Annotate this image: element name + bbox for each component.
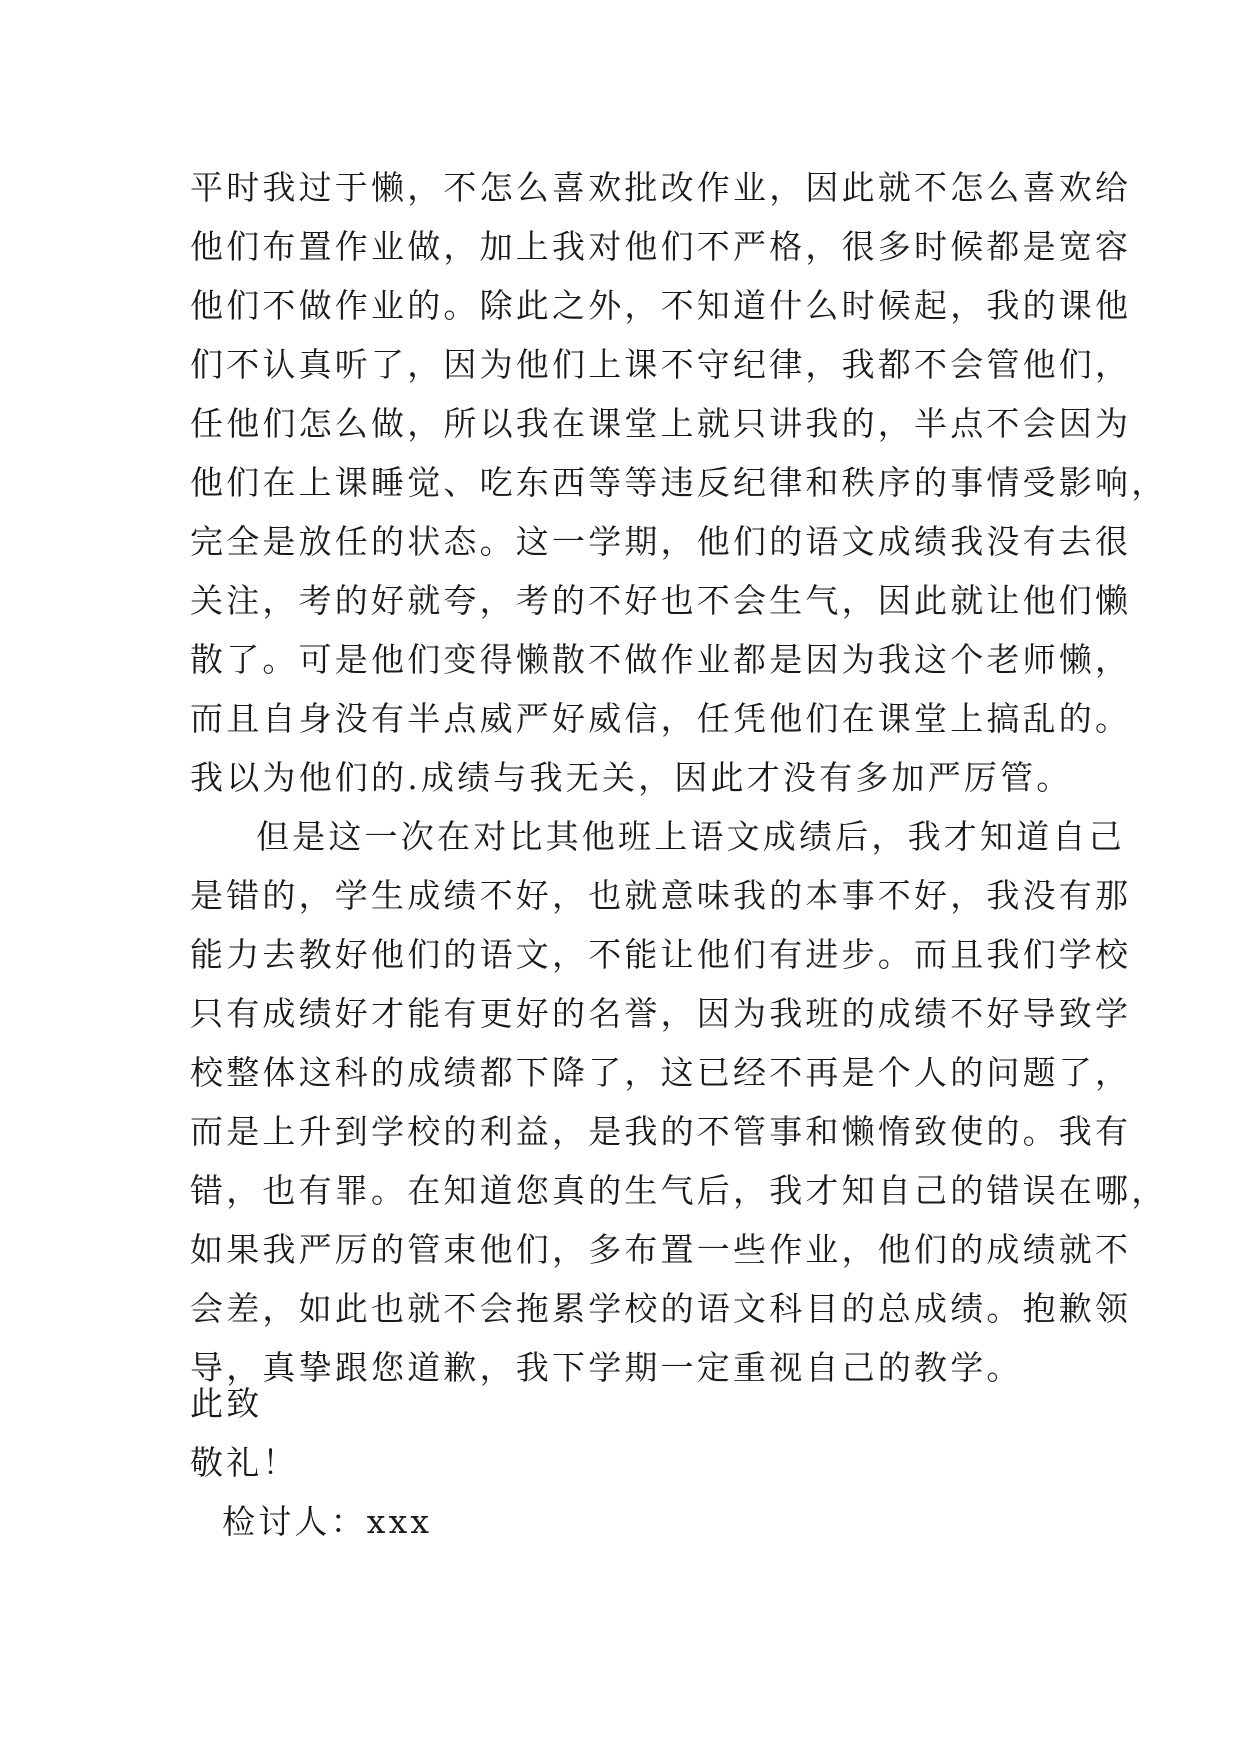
text-line: 他们布置作业做，加上我对他们不严格，很多时候都是宽容 [190, 227, 1132, 266]
text-line: 导，真挚跟您道歉，我下学期一定重视自己的教学。 [190, 1348, 1023, 1387]
text-line: 散了。可是他们变得懒散不做作业都是因为我这个老师懒， [190, 640, 1132, 679]
text-line: 他们不做作业的。除此之外，不知道什么时候起，我的课他 [190, 286, 1132, 325]
text-line: 他们在上课睡觉、吃东西等等违反纪律和秩序的事情受影响， [190, 463, 1168, 502]
text-line: 能力去教好他们的语文，不能让他们有进步。而且我们学校 [190, 935, 1132, 974]
text-line: 如果我严厉的管束他们，多布置一些作业，他们的成绩就不 [190, 1230, 1132, 1269]
text-line: 我以为他们的.成绩与我无关，因此才没有多加严厉管。 [190, 758, 1073, 797]
text-line: 会差，如此也就不会拖累学校的语文科目的总成绩。抱歉领 [190, 1289, 1132, 1328]
text-line: 任他们怎么做，所以我在课堂上就只讲我的，半点不会因为 [190, 404, 1132, 443]
text-line: 是错的，学生成绩不好，也就意味我的本事不好，我没有那 [190, 876, 1132, 915]
letter-body [190, 158, 1168, 1397]
text-line: 们不认真听了，因为他们上课不守纪律，我都不会管他们， [190, 345, 1132, 384]
text-line: 关注，考的好就夸，考的不好也不会生气，因此就让他们懒 [190, 581, 1132, 620]
text-line: 但是这一次在对比其他班上语文成绩后，我才知道自己 [256, 817, 1125, 856]
text-line: 而且自身没有半点威严好威信，任凭他们在课堂上搞乱的。 [190, 699, 1132, 738]
text-line: 完全是放任的状态。这一学期，他们的语文成绩我没有去很 [190, 522, 1132, 561]
text-line: 只有成绩好才能有更好的名誉，因为我班的成绩不好导致学 [190, 994, 1132, 1033]
closing-regards: 敬礼！ [190, 1443, 299, 1482]
closing-salutation: 此致 [190, 1384, 263, 1423]
text-line: 错，也有罪。在知道您真的生气后，我才知自己的错误在哪， [190, 1171, 1168, 1210]
text-line: 平时我过于懒，不怎么喜欢批改作业，因此就不怎么喜欢给 [190, 168, 1132, 207]
text-line: 校整体这科的成绩都下降了，这已经不再是个人的问题了， [190, 1053, 1132, 1092]
signature-line: 检讨人：xxx [222, 1502, 433, 1541]
text-line: 而是上升到学校的利益，是我的不管事和懒惰致使的。我有 [190, 1112, 1132, 1151]
